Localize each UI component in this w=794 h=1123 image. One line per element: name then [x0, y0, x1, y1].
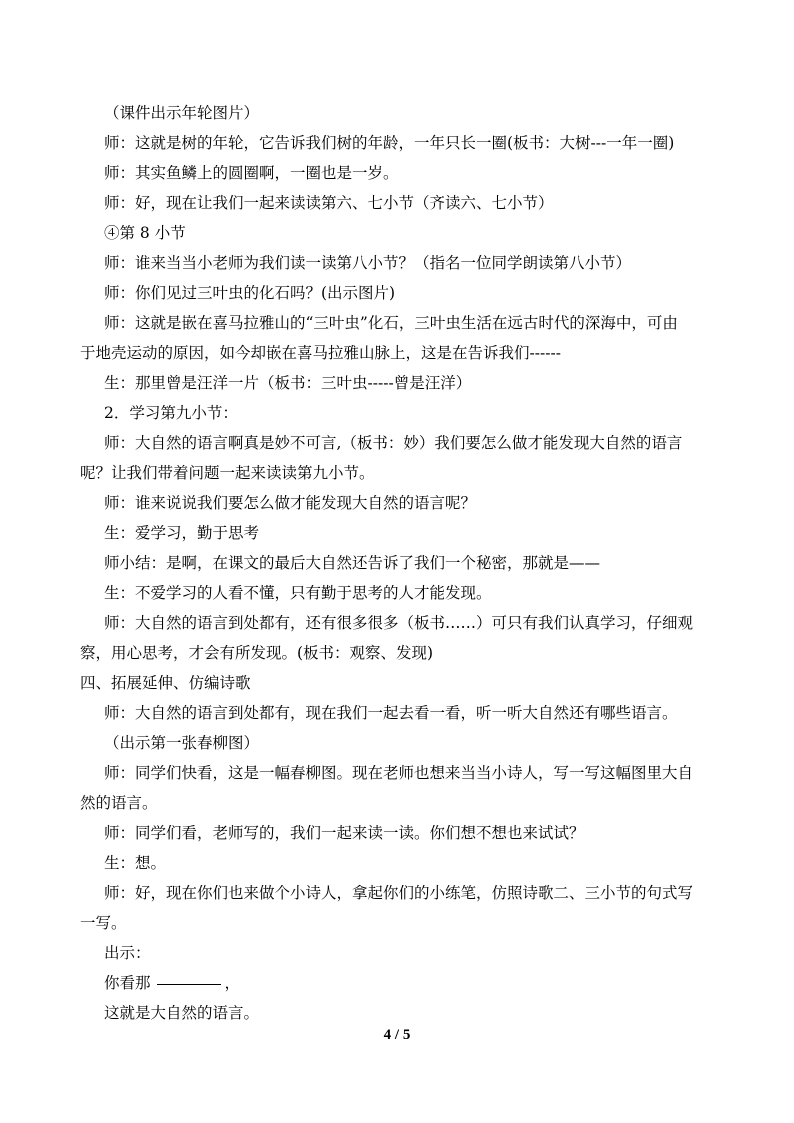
- text-line: 师：大自然的语言到处都有，还有很多很多（板书……）可只有我们认真学习，仔细观: [104, 614, 694, 632]
- section-heading: ④第 8 小节: [104, 224, 186, 242]
- text-line: 师：其实鱼鳞上的圆圈啊，一圈也是一岁。: [104, 164, 399, 182]
- text-line: 师：你们见过三叶虫的化石吗？(出示图片): [104, 284, 396, 302]
- text-line: 于地壳运动的原因，如今却嵌在喜马拉雅山脉上，这是在告诉我们------: [80, 344, 561, 362]
- text-line: 生：爱学习，勤于思考: [104, 524, 260, 542]
- section-heading: 2．学习第九小节：: [104, 404, 238, 422]
- text-line: 生：不爱学习的人看不懂，只有勤于思考的人才能发现。: [104, 584, 492, 602]
- text-line: 师：这就是树的年轮，它告诉我们树的年龄，一年只长一圈(板书：大树---一年一圈): [104, 134, 675, 152]
- poem-template-line: 你看那 ，: [104, 974, 241, 992]
- fill-in-blank: [157, 983, 221, 985]
- page-number: 4 / 5: [383, 1027, 411, 1043]
- text-line: 察，用心思考，才会有所发现。(板书：观察、发现): [80, 644, 434, 662]
- text-line: 师：这就是嵌在喜马拉雅山的“三叶虫”化石，三叶虫生活在远古时代的深海中，可由: [104, 314, 678, 332]
- text-line: 生：想。: [104, 854, 167, 872]
- text-line: 一写。: [80, 914, 127, 932]
- text-line: 师：谁来说说我们要怎么做才能发现大自然的语言呢？: [104, 494, 477, 512]
- text-line: 师：大自然的语言到处都有，现在我们一起去看一看，听一听大自然还有哪些语言。: [104, 704, 678, 722]
- text-line: 然的语言。: [80, 794, 158, 812]
- section-heading: 四、拓展延伸、仿编诗歌: [80, 674, 251, 692]
- text-line: 师：大自然的语言啊真是妙不可言,（板书：妙）我们要怎么做才能发现大自然的语言: [104, 434, 683, 452]
- text-line: （出示第一张春柳图）: [104, 734, 260, 752]
- text-line: 师小结：是啊，在课文的最后大自然还告诉了我们一个秘密，那就是——: [104, 554, 601, 572]
- text-line: 师：同学们快看，这是一幅春柳图。现在老师也想来当当小诗人，写一写这幅图里大自: [104, 764, 694, 782]
- text-line: 这就是大自然的语言。: [104, 1004, 260, 1022]
- text-line: 师：好，现在让我们一起来读读第六、七小节（齐读六、七小节）: [104, 194, 554, 212]
- text-line: 出示：: [104, 944, 151, 962]
- text-line: 师：同学们看，老师写的，我们一起来读一读。你们想不想也来试试？: [104, 824, 585, 842]
- text-line: （课件出示年轮图片）: [104, 104, 260, 122]
- text-line: 呢？让我们带着问题一起来读读第九小节。: [80, 464, 375, 482]
- text-line: 师：好，现在你们也来做个小诗人，拿起你们的小练笔，仿照诗歌二、三小节的句式写: [104, 884, 694, 902]
- text-line: 师：谁来当当小老师为我们读一读第八小节？（指名一位同学朗读第八小节）: [104, 254, 632, 272]
- text-line: 生：那里曾是汪洋一片（板书：三叶虫-----曾是汪洋）: [104, 374, 472, 392]
